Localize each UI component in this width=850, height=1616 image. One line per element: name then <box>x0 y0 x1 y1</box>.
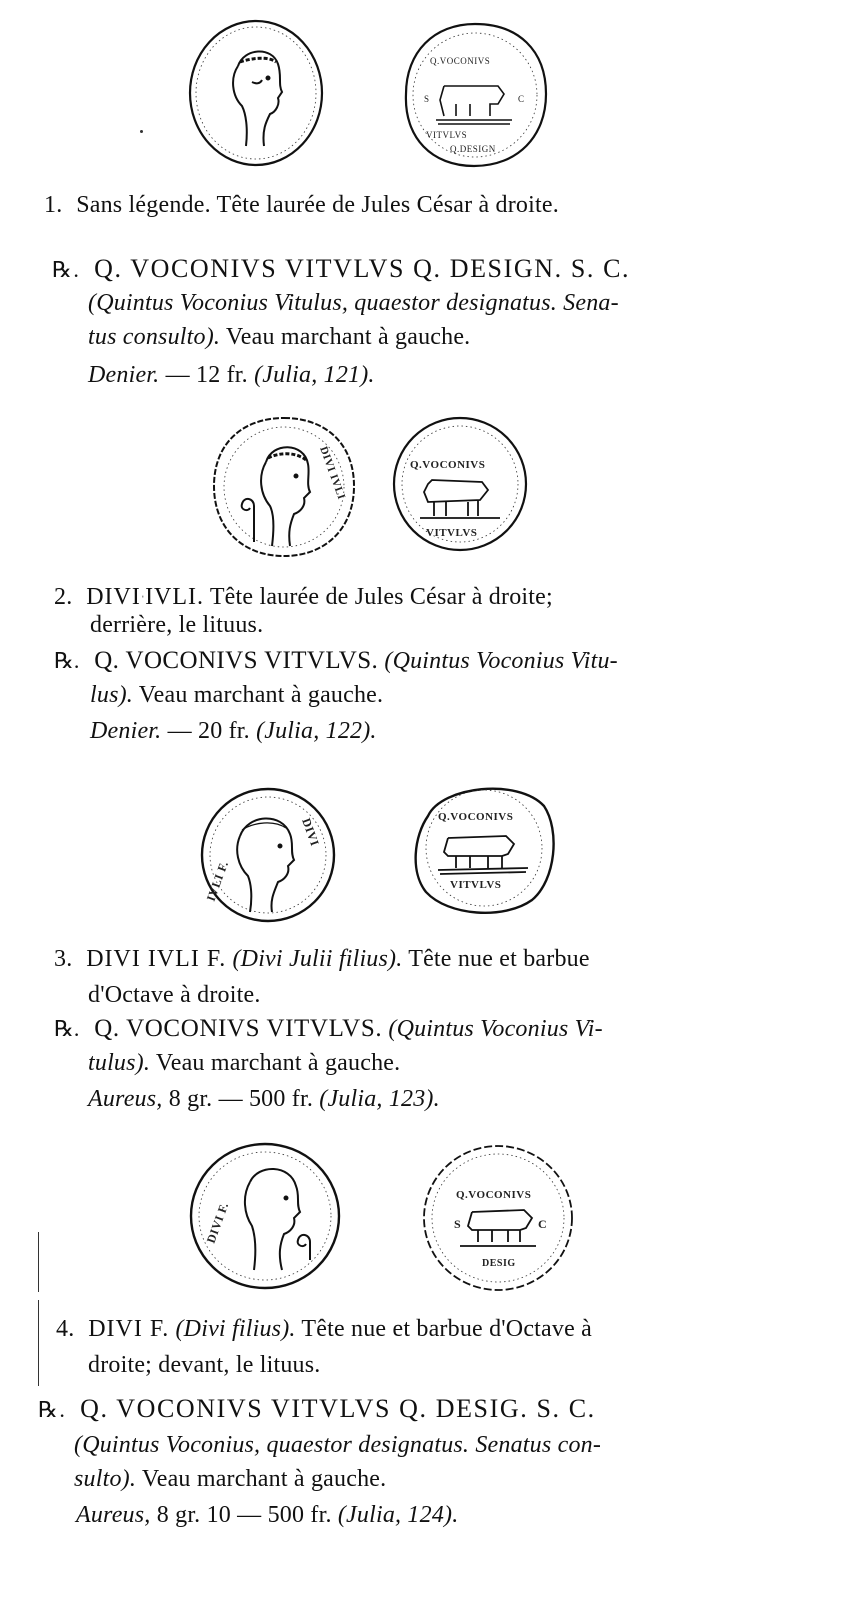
margin-line <box>38 1300 39 1386</box>
reference: (Julia, 122). <box>256 718 377 744</box>
reverse-symbol: ℞. <box>38 1397 67 1422</box>
entry-number: 2. <box>54 584 73 610</box>
reverse-description: Veau marchant à gauche. <box>150 1050 401 1076</box>
coin-3-reverse <box>408 776 558 918</box>
denomination: Aureus, <box>76 1502 151 1528</box>
reverse-expansion: (Quintus Voconius Vitu- <box>378 648 618 674</box>
reverse-legend: Q. VOCONIVS VITVLVS. <box>94 1015 383 1042</box>
svg-text:S: S <box>424 94 430 104</box>
svg-text:Q.DESIGN: Q.DESIGN <box>450 144 496 154</box>
reverse-description: Veau marchant à gauche. <box>220 324 471 350</box>
price: 8 gr. 10 — 500 fr. <box>150 1502 338 1528</box>
reverse-expansion: (Quintus Voconius, quaestor designatus. Senatus con- <box>74 1432 602 1458</box>
coin-1-obverse <box>186 18 326 168</box>
svg-text:VITVLVS: VITVLVS <box>450 879 502 891</box>
entry-number: 4. <box>56 1316 75 1342</box>
reference: (Julia, 121). <box>254 362 375 388</box>
bare-head-icon <box>237 818 294 912</box>
reverse-legend: Q. VOCONIVS VITVLVS Q. DESIGN. S. C. <box>94 254 631 283</box>
bare-head-icon <box>245 1169 300 1270</box>
calf-icon <box>420 480 500 518</box>
reverse-legend: Q. VOCONIVS VITVLVS Q. DESIG. S. C. <box>80 1394 596 1423</box>
obverse-description: Tête nue et barbue d'Octave à <box>295 1316 593 1342</box>
coin-1-reverse <box>400 20 550 170</box>
svg-text:C: C <box>518 94 525 104</box>
denomination: Aureus, <box>88 1086 163 1112</box>
coin-4-obverse <box>186 1140 344 1292</box>
entry-number: 1. <box>44 192 63 218</box>
coin-4-reverse <box>420 1142 576 1294</box>
svg-text:DESIG: DESIG <box>482 1258 516 1269</box>
coin-legend: Q.VOCONIVS <box>456 1189 532 1201</box>
reference: (Julia, 124). <box>337 1502 459 1528</box>
reverse-description: Veau marchant à gauche. <box>133 682 384 708</box>
price: 8 gr. — 500 fr. <box>162 1086 320 1112</box>
obverse-description: Tête nue et barbue <box>402 946 590 972</box>
coin-legend: IVLI F. <box>203 859 232 904</box>
coin-legend: DIVI IVLI <box>317 444 348 502</box>
calf-icon <box>460 1210 536 1246</box>
coin-2-obverse <box>210 414 358 560</box>
svg-text:S: S <box>454 1217 462 1231</box>
reference: (Julia, 123). <box>319 1086 440 1112</box>
reverse-symbol: ℞. <box>54 648 80 673</box>
coin-legend: Q.VOCONIVS <box>438 811 514 823</box>
price: — 20 fr. <box>161 718 257 744</box>
obverse-description: Tête laurée de Jules César à droite; <box>204 584 553 610</box>
coin-legend: Q.VOCONIVS <box>410 459 486 471</box>
svg-text:DIVI: DIVI <box>299 816 323 848</box>
laureate-head-icon <box>261 447 310 546</box>
reverse-symbol: ℞. <box>52 257 81 282</box>
denomination: Denier. <box>88 362 160 388</box>
calf-icon <box>436 86 512 124</box>
margin-line <box>38 1232 39 1292</box>
svg-text:C: C <box>538 1217 548 1231</box>
svg-text:VITVLVS: VITVLVS <box>426 130 468 140</box>
reverse-expansion: (Quintus Voconius Vi- <box>382 1016 603 1042</box>
coin-3-obverse <box>196 784 340 926</box>
denomination: Denier. <box>90 718 162 744</box>
reverse-legend: Q. VOCONIVS VITVLVS. <box>94 647 379 674</box>
laureate-head-icon <box>233 51 282 146</box>
obverse-legend: DIVI <box>86 584 141 610</box>
obverse-description: Sans légende. Tête laurée de Jules César à droite. <box>76 192 559 218</box>
calf-icon <box>438 836 528 874</box>
obverse-expansion: (Divi Julii filius). <box>226 946 403 972</box>
lituus-icon <box>242 499 254 542</box>
coin-legend: DIVI F. <box>203 1200 232 1246</box>
entry-number: 3. <box>54 946 73 972</box>
obverse-expansion: (Divi filius). <box>169 1316 296 1342</box>
coin-2-reverse <box>390 414 530 554</box>
reverse-symbol: ℞. <box>54 1016 80 1041</box>
coin-legend: Q.VOCONIVS <box>430 56 491 66</box>
reverse-expansion: (Quintus Voconius Vitulus, quaestor designatus. Sena- <box>88 290 619 316</box>
obverse-legend: DIVI F. <box>88 1316 170 1342</box>
price: — 12 fr. <box>159 362 255 388</box>
reverse-description: Veau marchant à gauche. <box>136 1466 387 1492</box>
svg-text:VITVLVS: VITVLVS <box>426 527 478 539</box>
lituus-icon <box>298 1235 310 1260</box>
obverse-legend: DIVI IVLI F. <box>86 946 227 972</box>
